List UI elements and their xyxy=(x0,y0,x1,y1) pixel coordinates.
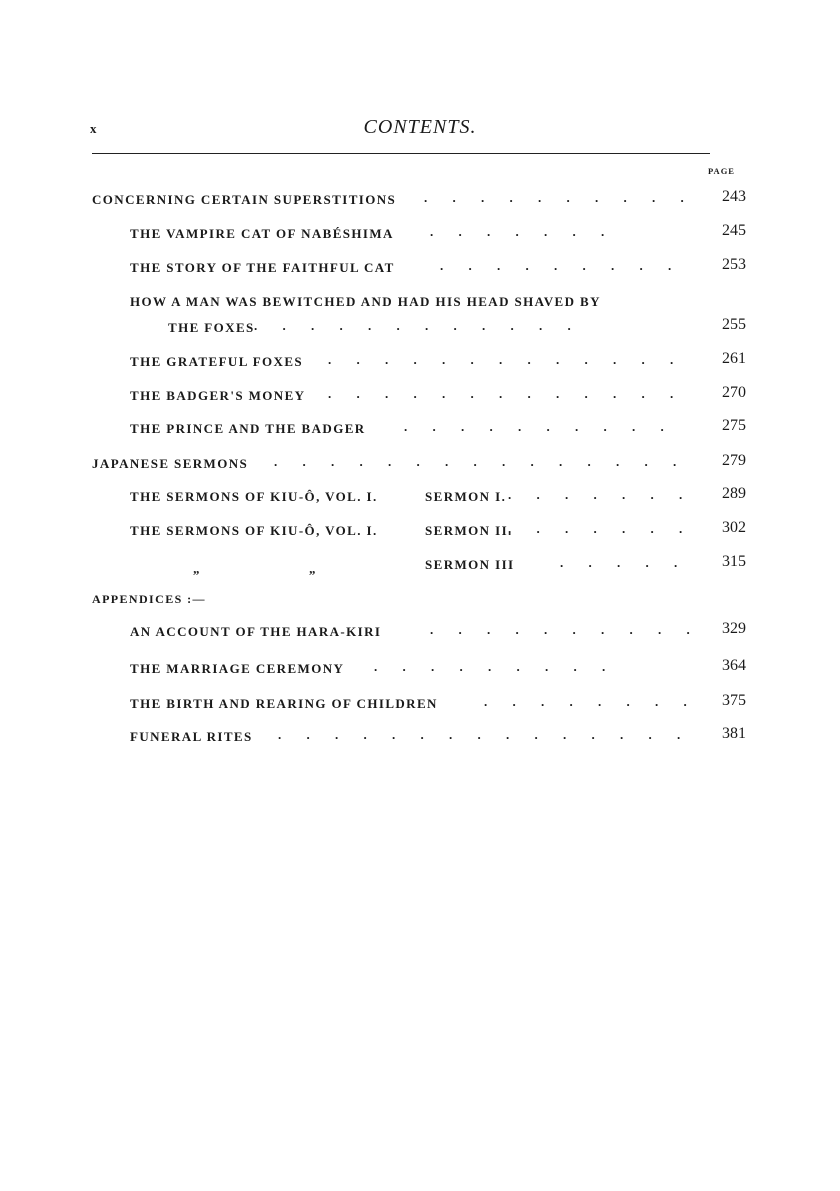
toc-entry xyxy=(0,386,840,408)
entry-label: CONCERNING CERTAIN SUPERSTITIONS xyxy=(92,192,397,207)
leader-dots: . . . . . . . . . . xyxy=(404,419,675,434)
ditto-mark: „ xyxy=(193,561,201,576)
entry-label: FUNERAL RITES xyxy=(130,729,253,744)
leader-dots: . . . . . . . xyxy=(430,224,616,239)
entry-page: 245 xyxy=(722,222,746,239)
entry-page: 255 xyxy=(722,316,746,333)
entry-page: 302 xyxy=(722,519,746,536)
entry-label: JAPANESE SERMONS xyxy=(92,456,249,471)
entry-page: 329 xyxy=(722,620,746,637)
entry-page: 279 xyxy=(722,452,746,469)
toc-entry-continuation xyxy=(0,318,840,340)
entry-sermon: SERMON II. xyxy=(425,523,513,538)
entry-page: 261 xyxy=(722,350,746,367)
leader-dots: . . . . . . . . . . xyxy=(424,190,695,205)
leader-dots: . . . . . . . xyxy=(508,487,694,502)
toc-entry xyxy=(0,555,840,577)
page-folio: x xyxy=(90,121,97,136)
entry-label: AN ACCOUNT OF THE HARA-KIRI xyxy=(130,624,382,639)
leader-dots: . . . . . . . . . . . . . xyxy=(328,352,685,367)
entry-label: THE BADGER'S MONEY xyxy=(130,388,306,403)
entry-page: 381 xyxy=(722,725,746,742)
leader-dots: . . . . . . . . . . . . xyxy=(254,318,582,333)
entry-label: THE VAMPIRE CAT OF NABÉSHIMA xyxy=(130,226,394,241)
leader-dots: . . . . . . . . . . . . . xyxy=(328,386,685,401)
toc-entry xyxy=(0,258,840,280)
entry-label: THE BIRTH AND REARING OF CHILDREN xyxy=(130,696,438,711)
entry-label: THE SERMONS OF KIU-Ô, VOL. I. xyxy=(130,523,378,538)
toc-entry xyxy=(0,659,840,681)
leader-dots: . . . . . . . . . xyxy=(374,659,617,674)
section-heading xyxy=(0,590,840,612)
title-rule xyxy=(92,153,710,154)
leader-dots: . . . . . . . xyxy=(508,521,694,536)
page-title: CONTENTS. xyxy=(363,116,477,138)
entry-page: 289 xyxy=(722,485,746,502)
toc-entry xyxy=(0,419,840,441)
toc-entry xyxy=(0,190,840,212)
entry-label: THE FOXES xyxy=(168,320,255,335)
entry-sermon: SERMON III xyxy=(425,557,515,572)
page-column-label: PAGE xyxy=(708,166,735,176)
leader-dots: . . . . . . . . xyxy=(484,694,698,709)
leader-dots: . . . . . . . . . xyxy=(440,258,683,273)
entry-label: THE MARRIAGE CEREMONY xyxy=(130,661,345,676)
ditto-mark: „ xyxy=(309,561,317,576)
toc-entry xyxy=(0,352,840,374)
toc-entry xyxy=(0,727,840,749)
entry-sermon: SERMON I. xyxy=(425,489,507,504)
entry-label: APPENDICES :— xyxy=(92,592,206,606)
entry-label: THE PRINCE AND THE BADGER xyxy=(130,421,366,436)
toc-entry xyxy=(0,694,840,716)
toc-entry xyxy=(0,224,840,246)
entry-page: 270 xyxy=(722,384,746,401)
entry-page: 275 xyxy=(722,417,746,434)
entry-label: THE GRATEFUL FOXES xyxy=(130,354,304,369)
toc-entry xyxy=(0,292,840,314)
entry-page: 253 xyxy=(722,256,746,273)
entry-label: THE STORY OF THE FAITHFUL CAT xyxy=(130,260,395,275)
entry-page: 375 xyxy=(722,692,746,709)
toc-entry xyxy=(0,521,840,543)
leader-dots: . . . . . xyxy=(560,555,689,570)
entry-label: THE SERMONS OF KIU-Ô, VOL. I. xyxy=(130,489,378,504)
entry-page: 315 xyxy=(722,553,746,570)
leader-dots: . . . . . . . . . . . . . . . xyxy=(274,454,688,469)
toc-entry xyxy=(0,487,840,509)
leader-dots: . . . . . . . . . . . . . . . xyxy=(278,727,692,742)
entry-page: 243 xyxy=(722,188,746,205)
entry-page: 364 xyxy=(722,657,746,674)
toc-entry xyxy=(0,454,840,476)
entry-label: HOW A MAN WAS BEWITCHED AND HAD HIS HEAD SHAVED BY xyxy=(130,294,601,309)
toc-entry xyxy=(0,622,840,644)
leader-dots: . . . . . . . . . . xyxy=(430,622,701,637)
